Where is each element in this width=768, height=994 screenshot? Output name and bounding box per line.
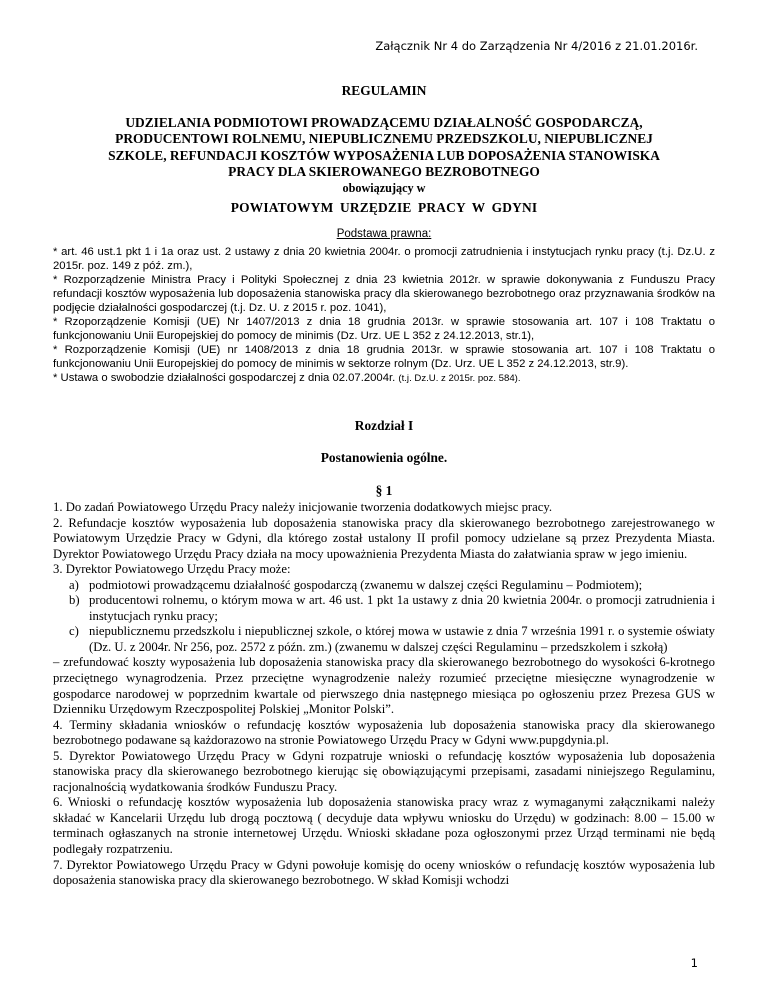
list-item-label: b)	[69, 593, 80, 608]
legal-basis-heading: Podstawa prawna:	[336, 228, 432, 240]
legal-basis-item-last	[53, 371, 715, 386]
list-item-label: c)	[69, 624, 79, 639]
page-number: 1	[690, 956, 698, 970]
body-text	[53, 500, 715, 889]
title-line-2: UDZIELANIA PODMIOTOWI PROWADZĄCEMU DZIAŁALNOŚĆ GOSPODARCZĄ,	[125, 115, 643, 131]
chapter-name: Postanowienia ogólne.	[320, 450, 448, 465]
attachment-header: Załącznik Nr 4 do Zarządzenia Nr 4/2016 z 21.01.2016r.	[375, 39, 698, 53]
legal-basis-item: * art. 46 ust.1 pkt 1 i 1a oraz ust. 2 ustawy z dnia 20 kwietnia 2004r. o promocji zatrudnienia i instytucjach rynku pracy (t.j. Dz.U. z 2015r. poz. 149 z póź. zm.),	[53, 246, 715, 273]
office-name: POWIATOWYM URZĘDZIE PRACY W GDYNI	[230, 200, 538, 215]
paragraph-1: 1. Do zadań Powiatowego Urzędu Pracy należy inicjowanie tworzenia dodatkowych miejsc pracy.	[53, 500, 553, 514]
title-line-3: PRODUCENTOWI ROLNEMU, NIEPUBLICZNEMU PRZEDSZKOLU, NIEPUBLICZNEJ	[115, 131, 653, 147]
paragraph-7: 7. Dyrektor Powiatowego Urzędu Pracy w Gdyni powołuje komisję do oceny wniosków o refundację kosztów wyposażenia lub doposażenia stanowiska pracy dla skierowanego bezrobotnego. W skład Komisji wchodzi	[53, 857, 715, 888]
legal-basis-item-text: * Ustawa o swobodzie działalności gospodarczej z dnia 02.07.2004r.	[53, 372, 399, 385]
legal-basis-list	[53, 245, 715, 386]
list-item	[53, 578, 715, 594]
title-line-4: SZKOLE, REFUNDACJI KOSZTÓW WYPOSAŻENIA LUB DOPOSAŻENIA STANOWISKA	[108, 147, 660, 163]
paragraph-2: 2. Refundacje kosztów wyposażenia lub doposażenia stanowiska pracy dla skierowanego bezrobotnego zarejestrowanego w Powiatowym Urzędzie Pracy w Gdyni, dla którego został ustalony II profil pomocy udzielane są przez Prezydenta Miasta. Dyrektor Powiatowego Urzędu Pracy działa na mocy upoważnienia Prezydenta Miasta do załatwiania spraw w jego imieniu.	[53, 515, 715, 561]
paragraph-4: 4. Terminy składania wniosków o refundację kosztów wyposażenia lub doposażenia stanowiska pracy dla skierowanego bezrobotnego podawane są każdorazowo na stronie Powiatowego Urzędu Pracy w Gdyni www.pupgdynia.pl.	[53, 717, 715, 748]
paragraph-6: 6. Wnioski o refundację kosztów wyposażenia lub doposażenia stanowiska pracy wraz z wymaganymi załącznikami należy składać w Kancelarii Urzędu lub drogą pocztową ( decyduje data wpływu wniosku do Urzędu) w godzinach: 8.00 – 15.00 w terminach ogłaszanych na stronie internetowej Urzędu. Wnioski składane poza ogłoszonymi przez Urząd terminami nie będą podlegały rozpatrzeniu.	[53, 795, 715, 857]
document-title	[0, 83, 768, 196]
list-item-text: producentowi rolnemu, o którym mowa w art. 46 ust. 1 pkt 1a ustawy z dnia 20 kwietnia 2004r. o promocji zatrudnienia i instytucjach rynku pracy;	[89, 593, 715, 623]
legal-basis-item: * Rozporządzenie Komisji (UE) nr 1408/2013 z dnia 18 grudnia 2013r. w sprawie stosowania art. 107 i 108 Traktatu o funkcjonowaniu Unii Europejskiej do pomocy de minimis w sektorze rolnym (Dz. Urz. UE L 352 z 24.12.2013, str.9).	[53, 344, 715, 371]
list-item-label: a)	[69, 577, 79, 592]
list-item	[53, 593, 715, 624]
legal-basis-item-citation: (t.j. Dz.U. z 2015r. poz. 584).	[398, 373, 521, 385]
legal-basis-item: * Rzoporządzenie Komisji (UE) Nr 1407/2013 z dnia 18 grudnia 2013r. w sprawie stosowania art. 107 i 108 Traktatu o funkcjonowaniu Unii Europejskiej do pomocy de minimis (Dz. Urz. UE L 352 z 24.12.2013, str.1),	[53, 316, 715, 343]
title-regulamin: REGULAMIN	[341, 83, 427, 98]
paragraph-3-continuation: – zrefundować koszty wyposażenia lub doposażenia stanowiska pracy dla skierowanego bezrobotnego do wysokości 6-krotnego przeciętnego wynagrodzenia. Przez przeciętne wynagrodzenie należy rozumieć przeciętne miesięczne wynagrodzenie w gospodarce narodowej w poprzednim kwartale od pierwszego dnia następnego miesiąca po ogłoszeniu przez Prezesa GUS w Dzienniku Urzędowym Rzeczpospolitej Polskiej „Monitor Polski”.	[53, 655, 715, 717]
paragraph-3: 3. Dyrektor Powiatowego Urzędu Pracy może:	[53, 562, 291, 577]
list-item-text: podmiotowi prowadzącemu działalność gospodarczą (zwanemu w dalszej części Regulaminu – Podmiotem);	[89, 577, 643, 592]
list-item-text: niepublicznemu przedszkolu i niepublicznej szkole, o której mowa w ustawie z dnia 7 września 1991 r. o systemie oświaty (Dz. U. z 2004r. Nr 256, poz. 2572 z późn. zm.) (zwanemu w dalszej części Regulaminu – przedszkolem i szkołą)	[89, 624, 715, 654]
paragraph-5: 5. Dyrektor Powiatowego Urzędu Pracy w Gdyni rozpatruje wnioski o refundację kosztów wyposażenia lub doposażenia stanowiska pracy dla skierowanego bezrobotnego kierując się obowiązującymi przepisami, zasadami niniejszego Regulaminu, racjonalnością wydatkowania środków Funduszu Pracy.	[53, 748, 715, 794]
chapter-number: Rozdział I	[354, 418, 414, 433]
section-mark: § 1	[375, 483, 393, 498]
legal-basis-item: * Rozporządzenie Ministra Pracy i Polityki Społecznej z dnia 23 kwietnia 2012r. w sprawie dokonywania z Funduszu Pracy refundacji kosztów wyposażenia lub doposażenia stanowiska pracy dla skierowanego bezrobotnego oraz przyznawania środków na podjęcie działalności gospodarczej (t.j. Dz. U. z 2015 r. poz. 1041),	[53, 274, 715, 315]
list-item	[53, 624, 715, 655]
title-line-5: PRACY DLA SKIEROWANEGO BEZROBOTNEGO	[228, 163, 540, 179]
title-line-6: obowiązujący w	[342, 181, 426, 196]
